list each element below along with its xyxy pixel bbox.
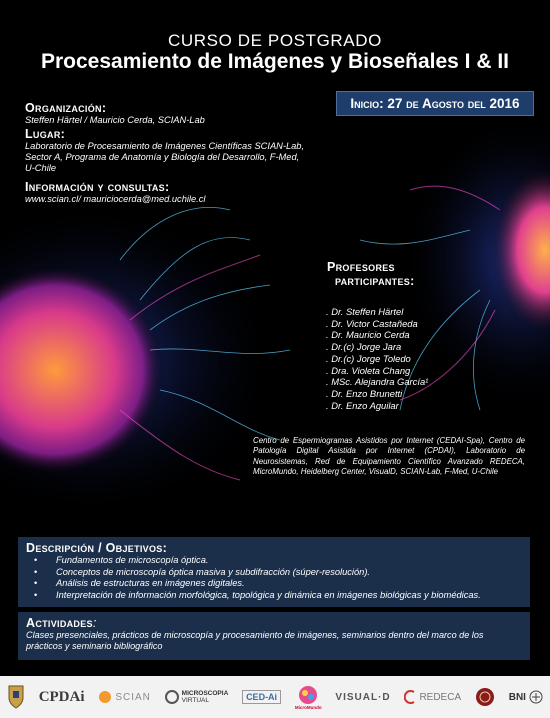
contact-section (25, 180, 205, 205)
description-item: • Conceptos de microscopía óptica masiva y subdifracción (súper-resolución). (34, 566, 371, 577)
professor-item: . Dr. Victor Castañeda (326, 317, 418, 329)
professor-item: . Dr. Enzo Aguilar (326, 399, 399, 411)
location-line-2: Sector A, Programa de Anatomía y Biología del Desarrollo, F-Med, (25, 152, 300, 162)
professor-item: . Dr. Mauricio Cerda (326, 329, 410, 341)
organization-heading: Organización: (25, 101, 107, 115)
location-line-1: Laboratorio de Procesamiento de Imágenes Científicas SCIAN-Lab, (25, 141, 305, 151)
description-item: • Análisis de estructuras en imágenes digitales. (34, 578, 245, 589)
microscopia-virtual-logo: MICROSCOPIA VIRTUAL (165, 690, 229, 704)
professors-list (326, 306, 428, 411)
professor-item: . Dr. Enzo Brunetti (326, 387, 403, 399)
contact-heading: Información y consultas: (25, 180, 170, 194)
activities-line-2: prácticos y seminario bibliográfico (26, 641, 163, 652)
professor-item: . Dr.(c) Jorge Toledo (326, 352, 411, 364)
description-item: • Interpretación de información morfológica, topológica y dinámica en imágenes biológicas y biomédicas. (34, 589, 481, 600)
location-line-3: U-Chile (25, 163, 56, 173)
redeca-logo: REDECA (404, 690, 461, 704)
location-heading: Lugar: (25, 127, 66, 141)
bni-logo: BNI (509, 690, 543, 704)
seal-logo (475, 687, 495, 707)
cedai-logo: CED-Ai (242, 690, 281, 704)
contact-link[interactable]: www.scian.cl/ mauriciocerda@med.uchile.cl (25, 194, 206, 204)
scian-logo: SCIAN (98, 690, 151, 704)
university-crest-logo (7, 684, 25, 710)
organization-text: Steffen Härtel / Mauricio Cerda, SCIAN-Lab (25, 115, 205, 125)
professor-item: . Dr. Steffen Härtel (326, 306, 404, 317)
description-panel (18, 537, 530, 607)
start-date-badge: Inicio: 27 de Agosto del 2016 (336, 91, 534, 116)
sponsors-text: Centro de Espermiogramas Asistidos por Internet (CEDAI-Spa), Centro de Patología Digital Asistida por Internet (CPDAI), Laboratorio de Neurosistemas, Red de Equipamiento Científico Avanzado REDECA, MicroMundo, Heidelberg Center, VisualD, SCIAN-Lab, F-Med, U-Chile (253, 436, 525, 477)
activities-panel (18, 612, 530, 660)
sponsor-logo-strip (0, 676, 550, 718)
micromundo-logo: MicroMundo (295, 685, 322, 710)
professors-heading (327, 260, 415, 288)
course-label: CURSO DE POSTGRADO (168, 31, 382, 50)
activities-heading: Actividades: (26, 616, 97, 630)
description-heading: Descripción / Objetivos: (26, 541, 168, 555)
organization-section (25, 101, 205, 126)
professor-item: . Dr.(c) Jorge Jara (326, 341, 402, 353)
professor-item: . Dra. Violeta Chang (326, 364, 411, 376)
activities-line-1: Clases presenciales, prácticos de microscopía y procesamiento de imágenes, seminarios dentro del marco de los (26, 630, 484, 640)
description-item: • Fundamentos de microscopía óptica. (34, 555, 209, 565)
course-title: Procesamiento de Imágenes y Bioseñales I & II (40, 50, 510, 73)
professors-heading-line-2: participantes: (335, 274, 415, 288)
professors-heading-line-1: Profesores (327, 260, 395, 274)
location-section (25, 127, 304, 174)
professor-item: . MSc. Alejandra García¹ (326, 376, 429, 388)
cpdai-logo: CPDAi (38, 688, 85, 705)
visuald-logo: VISUAL·D (335, 691, 391, 703)
